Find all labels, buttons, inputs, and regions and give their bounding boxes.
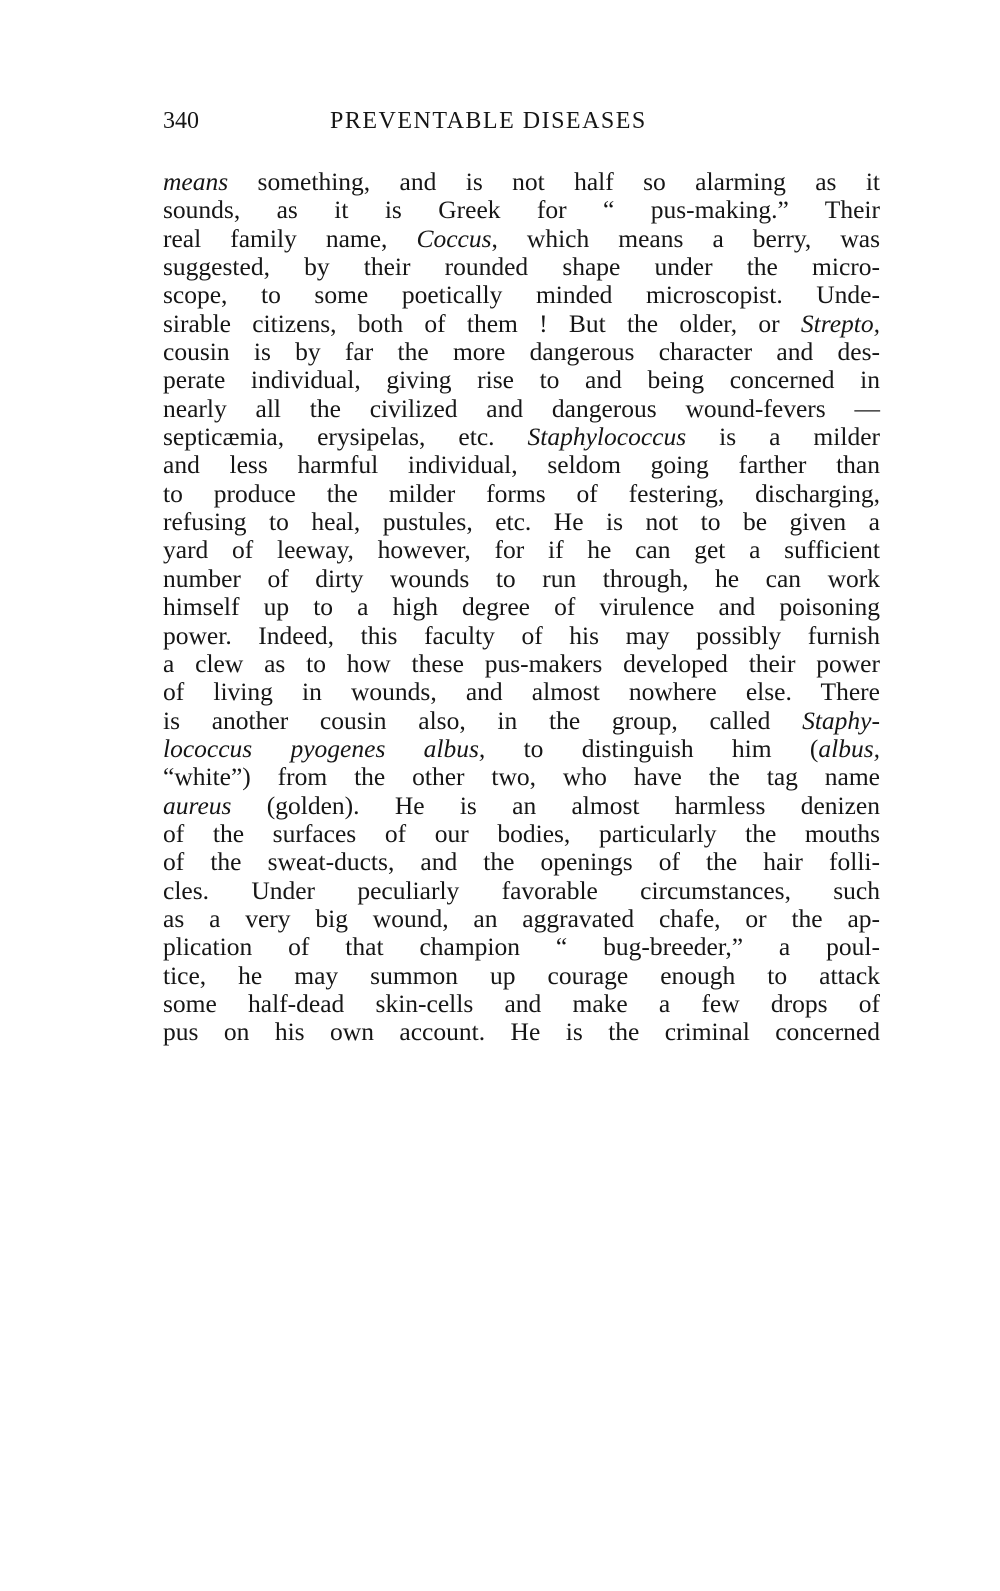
- text-line: [163, 820, 880, 848]
- text-line: [163, 395, 880, 423]
- italic-text: aureus: [163, 790, 232, 820]
- text-segment: septicæmia, erysipelas, etc.: [163, 422, 528, 452]
- text-segment: cles. Under peculiarly favorable circumstances, such: [163, 875, 880, 905]
- italic-text: means: [163, 167, 229, 196]
- text-line: [163, 962, 880, 990]
- text-line: [163, 366, 880, 394]
- text-segment: number of dirty wounds to run through, he can work: [163, 563, 880, 593]
- text-line: [163, 451, 880, 479]
- text-segment: pus on his own account. He is the criminal concerned: [163, 1017, 880, 1047]
- text-segment: power. Indeed, this faculty of his may possibly furnish: [163, 620, 880, 650]
- text-segment: of living in wounds, and almost nowhere else. There: [163, 677, 880, 707]
- text-line: [163, 536, 880, 564]
- text-line: [163, 905, 880, 933]
- text-line: [163, 168, 880, 196]
- text-line: [163, 763, 880, 791]
- text-segment: of the sweat-ducts, and the openings of the hair folli-: [163, 847, 880, 877]
- text-segment: sirable citizens, both of them ! But the older, or: [163, 308, 801, 338]
- page-header: [163, 108, 880, 140]
- text-line: [163, 678, 880, 706]
- text-line: [163, 423, 880, 451]
- text-line: [163, 848, 880, 876]
- text-segment: perate individual, giving rise to and being concerned in: [163, 365, 880, 395]
- page-number: 340: [163, 108, 199, 134]
- text-line: [163, 480, 880, 508]
- text-segment: of the surfaces of our bodies, particularly the mouths: [163, 818, 880, 848]
- text-line: [163, 565, 880, 593]
- text-line: [163, 593, 880, 621]
- text-segment: sounds, as it is Greek for “ pus-making.” Their: [163, 195, 880, 225]
- italic-text: lococcus pyogenes albus,: [163, 733, 486, 763]
- text-segment: as a very big wound, an aggravated chafe, or the ap-: [163, 903, 880, 933]
- text-line: [163, 1018, 880, 1046]
- text-segment: himself up to a high degree of virulence and poisoning: [163, 592, 880, 622]
- italic-text: Staphylococcus: [527, 422, 687, 452]
- text-line: [163, 990, 880, 1018]
- text-segment: “white”) from the other two, who have the tag name: [163, 762, 880, 792]
- text-segment: cousin is by far the more dangerous character and des-: [163, 337, 880, 367]
- text-segment: plication of that champion “ bug-breeder,” a poul-: [163, 932, 880, 962]
- italic-text: Staphy-: [802, 705, 880, 735]
- text-segment: to distinguish him (: [485, 733, 819, 763]
- text-segment: refusing to heal, pustules, etc. He is not to be given a: [163, 507, 880, 537]
- text-segment: tice, he may summon up courage enough to attack: [163, 960, 880, 990]
- text-segment: suggested, by their rounded shape under the micro-: [163, 252, 880, 282]
- text-segment: and less harmful individual, seldom going farther than: [163, 450, 880, 480]
- text-segment: something, and is not half so alarming as it: [228, 167, 880, 196]
- italic-text: Strepto,: [800, 308, 880, 338]
- text-line: [163, 196, 880, 224]
- text-segment: is a milder: [686, 422, 880, 452]
- text-segment: is another cousin also, in the group, called: [163, 705, 803, 735]
- text-line: [163, 281, 880, 309]
- italic-text: Coccus: [416, 223, 492, 253]
- text-segment: to produce the milder forms of festering, discharging,: [163, 478, 880, 508]
- text-line: [163, 707, 880, 735]
- text-line: [163, 508, 880, 536]
- text-line: [163, 338, 880, 366]
- text-segment: scope, to some poetically minded microscopist. Unde-: [163, 280, 880, 310]
- text-line: [163, 877, 880, 905]
- text-segment: , which means a berry, was: [491, 223, 880, 253]
- body-text: [163, 168, 880, 1047]
- text-segment: (golden). He is an almost harmless denizen: [231, 790, 880, 820]
- text-line: [163, 225, 880, 253]
- italic-text: albus,: [818, 733, 880, 763]
- text-line: [163, 253, 880, 281]
- text-line: [163, 735, 880, 763]
- text-line: [163, 792, 880, 820]
- text-segment: nearly all the civilized and dangerous wound-fevers —: [163, 393, 880, 423]
- text-line: [163, 622, 880, 650]
- text-line: [163, 650, 880, 678]
- running-title: PREVENTABLE DISEASES: [330, 108, 647, 134]
- text-line: [163, 933, 880, 961]
- text-segment: yard of leeway, however, for if he can get a sufficient: [163, 535, 880, 565]
- text-segment: a clew as to how these pus-makers developed their power: [163, 648, 880, 678]
- text-segment: some half-dead skin-cells and make a few drops of: [163, 988, 880, 1018]
- text-line: [163, 310, 880, 338]
- text-segment: real family name,: [163, 223, 417, 253]
